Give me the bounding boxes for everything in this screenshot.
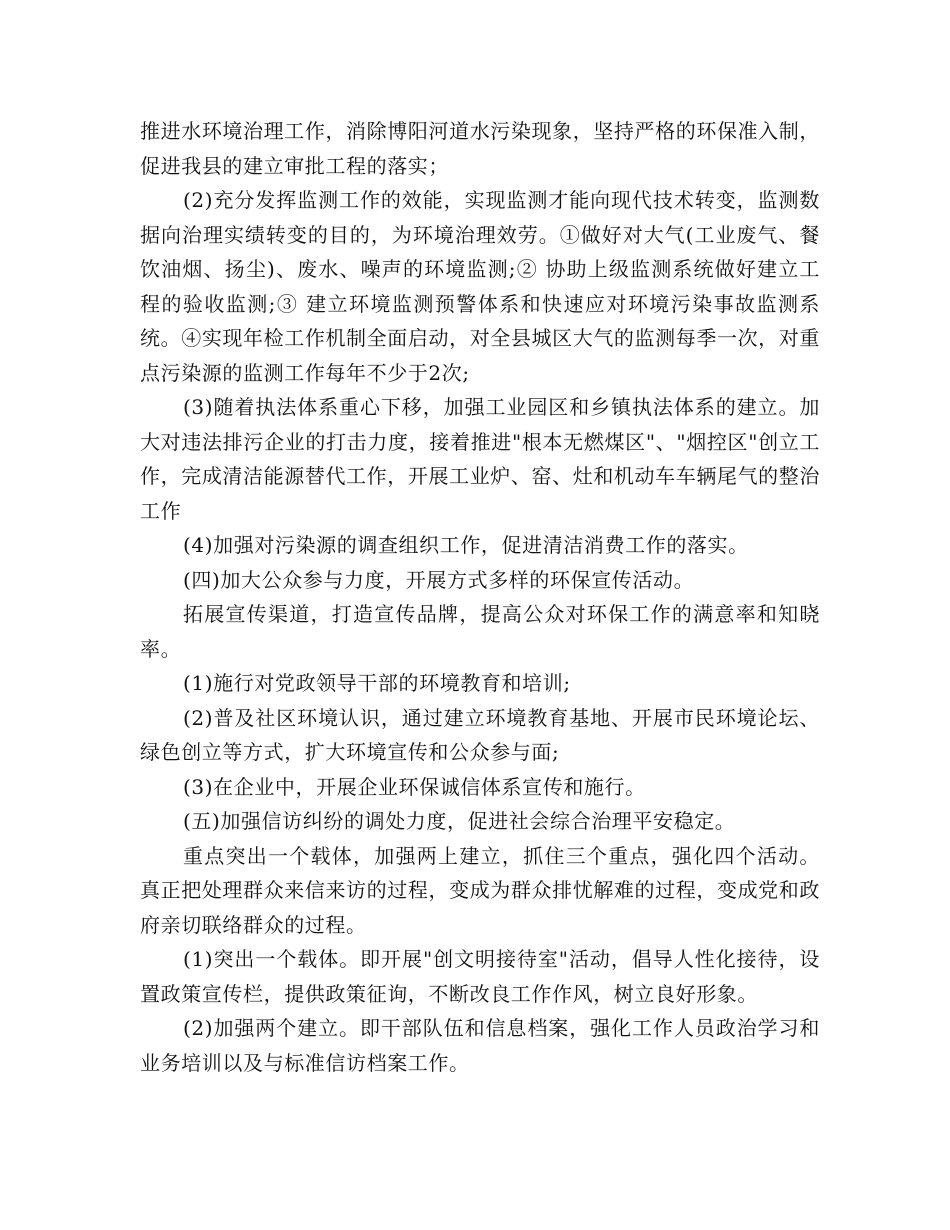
paragraph: (4)加强对污染源的调查组织工作，促进清洁消费工作的落实。 <box>183 533 749 557</box>
paragraph: (1)突出一个载体。即开展"创文明接待室"活动，倡导人性化接待，设置政策宣传栏，提供政策征询，不断改良工作作风，树立良好形象。 <box>140 947 820 1006</box>
document-body <box>140 114 820 1080</box>
paragraph: (2)充分发挥监测工作的效能，实现监测才能向现代技术转变，监测数据向治理实绩转变的目的，为环境治理效劳。①做好对大气(工业废气、餐饮油烟、扬尘)、废水、噪声的环境监测;② 协助上级监测系统做好建立工程的验收监测;③ 建立环境监测预警体系和快速应对环境污染事故监测系统。④实现年检工作机制全面启动，对全县城区大气的监测每季一次，对重点污染源的监测工作每年不少于2次; <box>140 188 820 385</box>
paragraph: 拓展宣传渠道，打造宣传品牌，提高公众对环保工作的满意率和知晓率。 <box>140 602 820 661</box>
section-heading: (五)加强信访纠纷的调处力度，促进社会综合治理平安稳定。 <box>183 809 736 833</box>
paragraph: (2)加强两个建立。即干部队伍和信息档案，强化工作人员政治学习和业务培训以及与标准信访档案工作。 <box>140 1016 820 1075</box>
paragraph: (2)普及社区环境认识，通过建立环境教育基地、开展市民环境论坛、绿色创立等方式，扩大环境宣传和公众参与面; <box>140 705 820 764</box>
paragraph: (1)施行对党政领导干部的环境教育和培训; <box>183 671 571 695</box>
paragraph: (3)随着执法体系重心下移，加强工业园区和乡镇执法体系的建立。加大对违法排污企业的打击力度，接着推进"根本无燃煤区"、"烟控区"创立工作，完成清洁能源替代工作，开展工业炉、窑、灶和机动车车辆尾气的整治工作 <box>140 395 820 523</box>
paragraph: 重点突出一个载体，加强两上建立，抓住三个重点，强化四个活动。真正把处理群众来信来访的过程，变成为群众排忧解难的过程，变成党和政府亲切联络群众的过程。 <box>140 843 820 937</box>
section-heading: (四)加大公众参与力度，开展方式多样的环保宣传活动。 <box>183 567 695 592</box>
paragraph: 推进水环境治理工作，消除博阳河道水污染现象，坚持严格的环保准入制，促进我县的建立审批工程的落实； <box>140 119 820 178</box>
paragraph: (3)在企业中，开展企业环保诚信体系宣传和施行。 <box>183 774 646 799</box>
